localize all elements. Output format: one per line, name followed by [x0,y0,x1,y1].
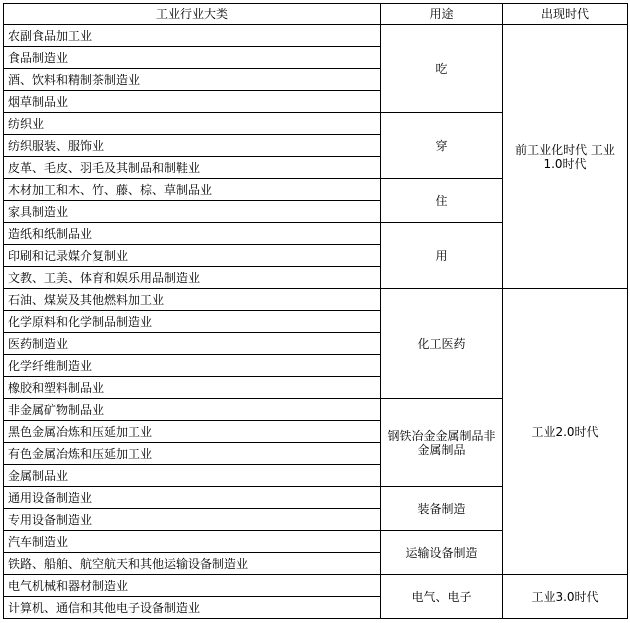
industry-cell: 烟草制品业 [4,91,381,113]
industry-cell: 电气机械和器材制造业 [4,575,381,597]
era-cell: 前工业化时代 工业1.0时代 [503,25,628,289]
use-cell: 用 [381,223,503,289]
industry-cell: 专用设备制造业 [4,509,381,531]
industry-cell: 计算机、通信和其他电子设备制造业 [4,597,381,619]
industry-cell: 农副食品加工业 [4,25,381,47]
table-row [4,25,628,47]
era-cell: 工业3.0时代 [503,575,628,619]
industry-cell: 橡胶和塑料制品业 [4,377,381,399]
era-cell: 工业2.0时代 [503,289,628,575]
industry-cell: 家具制造业 [4,201,381,223]
industry-table [3,3,628,619]
industry-cell: 医药制造业 [4,333,381,355]
table-row [4,289,628,311]
industry-cell: 有色金属冶炼和压延加工业 [4,443,381,465]
industry-cell: 通用设备制造业 [4,487,381,509]
header-use: 用途 [381,4,503,25]
use-cell: 吃 [381,25,503,113]
use-cell: 化工医药 [381,289,503,399]
use-cell: 住 [381,179,503,223]
industry-cell: 汽车制造业 [4,531,381,553]
industry-cell: 铁路、船舶、航空航天和其他运输设备制造业 [4,553,381,575]
industry-cell: 纺织业 [4,113,381,135]
header-industry: 工业行业大类 [4,4,381,25]
industry-cell: 皮革、毛皮、羽毛及其制品和制鞋业 [4,157,381,179]
industry-cell: 石油、煤炭及其他燃料加工业 [4,289,381,311]
use-cell: 穿 [381,113,503,179]
use-cell: 钢铁冶金金属制品非金属制品 [381,399,503,487]
industry-cell: 黑色金属冶炼和压延加工业 [4,421,381,443]
use-cell: 运输设备制造 [381,531,503,575]
industry-cell: 印刷和记录媒介复制业 [4,245,381,267]
table-body [4,25,628,619]
use-cell: 电气、电子 [381,575,503,619]
industry-cell: 金属制品业 [4,465,381,487]
industry-cell: 酒、饮料和精制茶制造业 [4,69,381,91]
table-row [4,575,628,597]
industry-cell: 木材加工和木、竹、藤、棕、草制品业 [4,179,381,201]
header-row [4,4,628,25]
industry-cell: 化学纤维制造业 [4,355,381,377]
industry-cell: 化学原料和化学制品制造业 [4,311,381,333]
industry-cell: 食品制造业 [4,47,381,69]
industry-cell: 造纸和纸制品业 [4,223,381,245]
industry-cell: 文教、工美、体育和娱乐用品制造业 [4,267,381,289]
use-cell: 装备制造 [381,487,503,531]
header-era: 出现时代 [503,4,628,25]
industry-cell: 非金属矿物制品业 [4,399,381,421]
industry-cell: 纺织服装、服饰业 [4,135,381,157]
